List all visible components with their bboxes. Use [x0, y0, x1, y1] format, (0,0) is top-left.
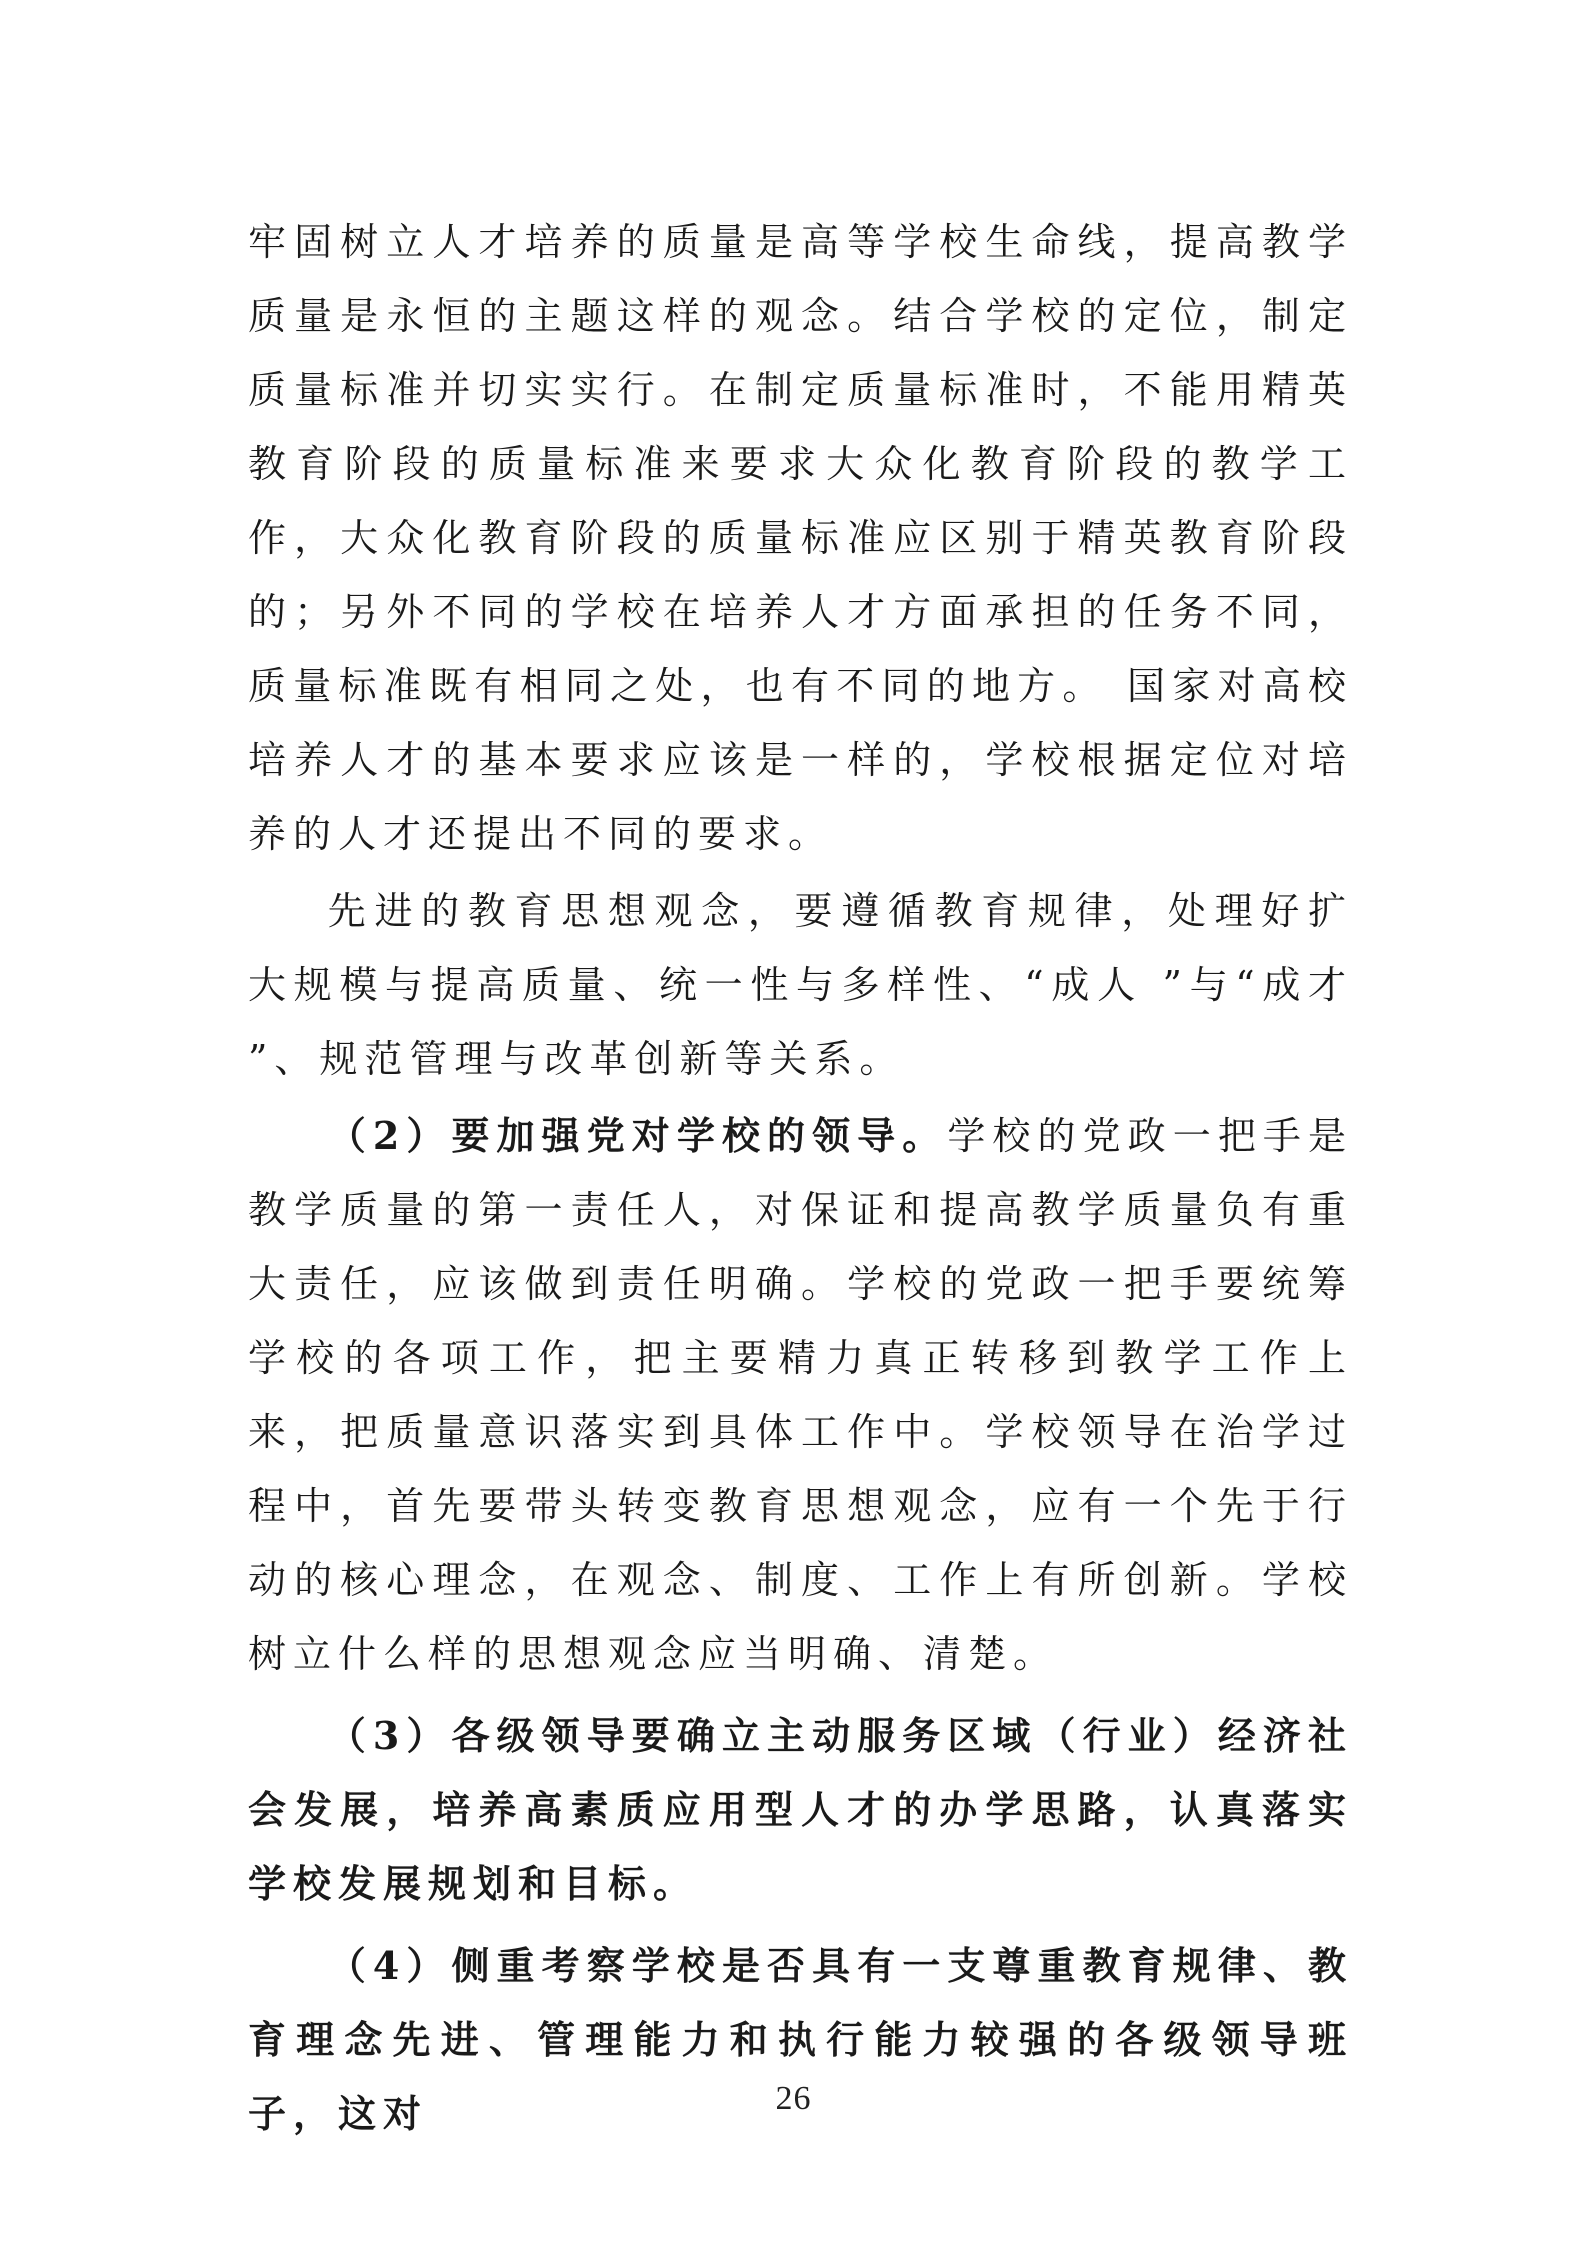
paragraph-text: 学校的党政一把手是教学质量的第一责任人，对保证和提高教学质量负有重大责任，应该做到责任明确。学校的党政一把手要统筹学校的各项工作，把主要精力真正转移到教学工作上来，把质量意识落实到具体工作中。学校领导在治学过程中，首先要带头转变教育思想观念，应有一个先于行动的核心理念，在观念、制度、工作上有所创新。学校树立什么样的思想观念应当明确、清楚。	[248, 1114, 1353, 1676]
paragraph-heading: （3）各级领导要确立主动服务区域（行业）经济社会发展，培养高素质应用型人才的办学思路，认真落实学校发展规划和目标。	[248, 1713, 1353, 1906]
document-body	[248, 205, 1353, 2151]
paragraph-heading: （2）要加强党对学校的领导。	[327, 1113, 948, 1158]
paragraph-quality-standards	[248, 205, 1353, 871]
paragraph-party-leadership	[248, 1099, 1353, 1691]
page-number: 26	[775, 2080, 812, 2117]
paragraph-heading: （4）侧重考察学校是否具有一支尊重教育规律、教育理念先进、管理能力和执行能力较强的各级领导班子，这对	[248, 1943, 1353, 2136]
paragraph-leadership-service	[248, 1699, 1353, 1921]
paragraph-education-ideas	[248, 874, 1353, 1096]
paragraph-text: 牢固树立人才培养的质量是高等学校生命线，提高教学质量是永恒的主题这样的观念。结合学校的定位，制定质量标准并切实实行。在制定质量标准时，不能用精英教育阶段的质量标准来要求大众化教育阶段的教学工作，大众化教育阶段的质量标准应区别于精英教育阶段的；另外不同的学校在培养人才方面承担的任务不同，质量标准既有相同之处，也有不同的地方。 国家对高校培养人才的基本要求应该是一样的，学校根据定位对培养的人才还提出不同的要求。	[248, 220, 1353, 856]
paragraph-text: 先进的教育思想观念，要遵循教育规律，处理好扩大规模与提高质量、统一性与多样性、“成人 ”与“成才 ”、规范管理与改革创新等关系。	[248, 889, 1353, 1081]
